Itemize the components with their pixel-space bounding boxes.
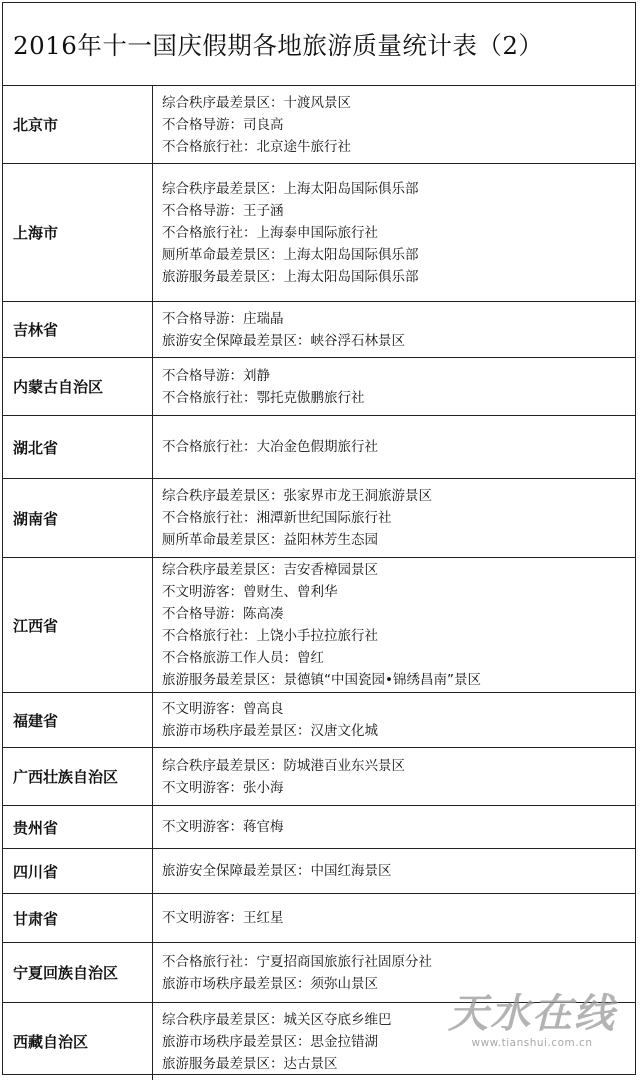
list-item: 旅游安全保障最差景区：中国红海景区 — [162, 863, 392, 879]
statistics-table — [2, 2, 636, 1075]
items-cell — [153, 302, 635, 357]
watermark-url: www.tianshui.com.cn — [471, 1037, 593, 1049]
items-cell — [153, 86, 635, 163]
region-cell: 四川省 — [3, 849, 153, 893]
items-cell — [153, 693, 635, 747]
region-cell: 湖南省 — [3, 479, 153, 557]
list-item: 旅游服务最差景区：上海太阳岛国际俱乐部 — [162, 268, 419, 285]
list-item: 不合格旅行社：上海泰申国际旅行社 — [162, 224, 378, 241]
list-item: 不合格旅行社：宁夏招商国旅旅行社固原分社 — [162, 953, 432, 970]
items-cell — [153, 943, 635, 1002]
table-row — [3, 302, 635, 358]
region-cell: 内蒙古自治区 — [3, 358, 153, 415]
list-item: 不合格旅行社：湘潭新世纪国际旅行社 — [162, 510, 392, 526]
table-row — [3, 849, 635, 894]
table-row — [3, 693, 635, 748]
items-cell — [153, 806, 635, 848]
list-item: 旅游安全保障最差景区：峡谷浮石林景区 — [162, 332, 405, 349]
list-item: 旅游市场秩序最差景区：汉唐文化城 — [162, 723, 378, 739]
region-cell: 江西省 — [3, 558, 153, 692]
table-row — [3, 416, 635, 479]
list-item: 旅游市场秩序最差景区：思金拉错湖 — [162, 1033, 378, 1050]
table-row — [3, 1003, 635, 1080]
table-row — [3, 748, 635, 806]
list-item: 不文明游客：王红星 — [162, 910, 284, 926]
region-cell: 上海市 — [3, 164, 153, 301]
table-row — [3, 894, 635, 943]
items-cell — [153, 479, 635, 557]
list-item: 不文明游客：曾财生、曾利华 — [162, 584, 338, 600]
table-row — [3, 558, 635, 693]
table-row — [3, 358, 635, 416]
list-item: 不合格旅行社：大冶金色假期旅行社 — [162, 439, 378, 455]
region-cell: 福建省 — [3, 693, 153, 747]
region-cell: 广西壮族自治区 — [3, 748, 153, 805]
table-row — [3, 86, 635, 164]
list-item: 不合格导游：庄瑞晶 — [162, 310, 284, 327]
region-cell: 西藏自治区 — [3, 1003, 153, 1080]
list-item: 综合秩序最差景区：十渡风景区 — [162, 94, 351, 111]
items-cell — [153, 894, 635, 942]
list-item: 不合格导游：陈高凑 — [162, 606, 284, 622]
table-row — [3, 164, 635, 302]
table-row — [3, 479, 635, 558]
list-item: 不合格导游：王子涵 — [162, 202, 284, 219]
list-item: 不合格旅行社：上饶小手拉拉旅行社 — [162, 628, 378, 644]
table-row — [3, 943, 635, 1003]
list-item: 不文明游客：曾高良 — [162, 701, 284, 717]
items-cell — [153, 849, 635, 893]
list-item: 厕所革命最差景区：益阳林芳生态园 — [162, 532, 378, 548]
list-item: 综合秩序最差景区：城关区夺底乡维巴 — [162, 1011, 392, 1028]
list-item: 旅游服务最差景区：景德镇“中国瓷园•锦绣昌南”景区 — [162, 672, 481, 688]
list-item: 厕所革命最差景区：上海太阳岛国际俱乐部 — [162, 246, 419, 263]
region-cell: 湖北省 — [3, 416, 153, 478]
list-item: 综合秩序最差景区：张家界市龙王洞旅游景区 — [162, 488, 432, 504]
list-item: 不文明游客：张小海 — [162, 779, 284, 796]
list-item: 综合秩序最差景区：吉安香樟园景区 — [162, 562, 378, 578]
items-cell — [153, 164, 635, 301]
list-item: 不文明游客：蒋官梅 — [162, 819, 284, 835]
list-item: 综合秩序最差景区：上海太阳岛国际俱乐部 — [162, 180, 419, 197]
region-cell: 北京市 — [3, 86, 153, 163]
list-item: 旅游市场秩序最差景区：须弥山景区 — [162, 975, 378, 992]
list-item: 不合格旅行社：鄂托克傲鹏旅行社 — [162, 389, 365, 406]
list-item: 不合格导游：司良高 — [162, 116, 284, 133]
list-item: 不合格导游：刘静 — [162, 367, 270, 384]
items-cell — [153, 558, 635, 692]
table-row — [3, 806, 635, 849]
list-item: 旅游服务最差景区：达古景区 — [162, 1055, 338, 1072]
items-cell — [153, 748, 635, 805]
items-cell — [153, 416, 635, 478]
items-cell — [153, 1003, 635, 1080]
items-cell — [153, 358, 635, 415]
table-title: 2016年十一国庆假期各地旅游质量统计表（2） — [3, 3, 635, 86]
region-cell: 宁夏回族自治区 — [3, 943, 153, 1002]
region-cell: 贵州省 — [3, 806, 153, 848]
table-body — [3, 86, 635, 1080]
region-cell: 吉林省 — [3, 302, 153, 357]
watermark-logo: 天水在线 — [448, 990, 616, 1037]
list-item: 综合秩序最差景区：防城港百业东兴景区 — [162, 757, 405, 774]
region-cell: 甘肃省 — [3, 894, 153, 942]
list-item: 不合格旅行社：北京途牛旅行社 — [162, 138, 351, 155]
list-item: 不合格旅游工作人员：曾红 — [162, 650, 324, 666]
